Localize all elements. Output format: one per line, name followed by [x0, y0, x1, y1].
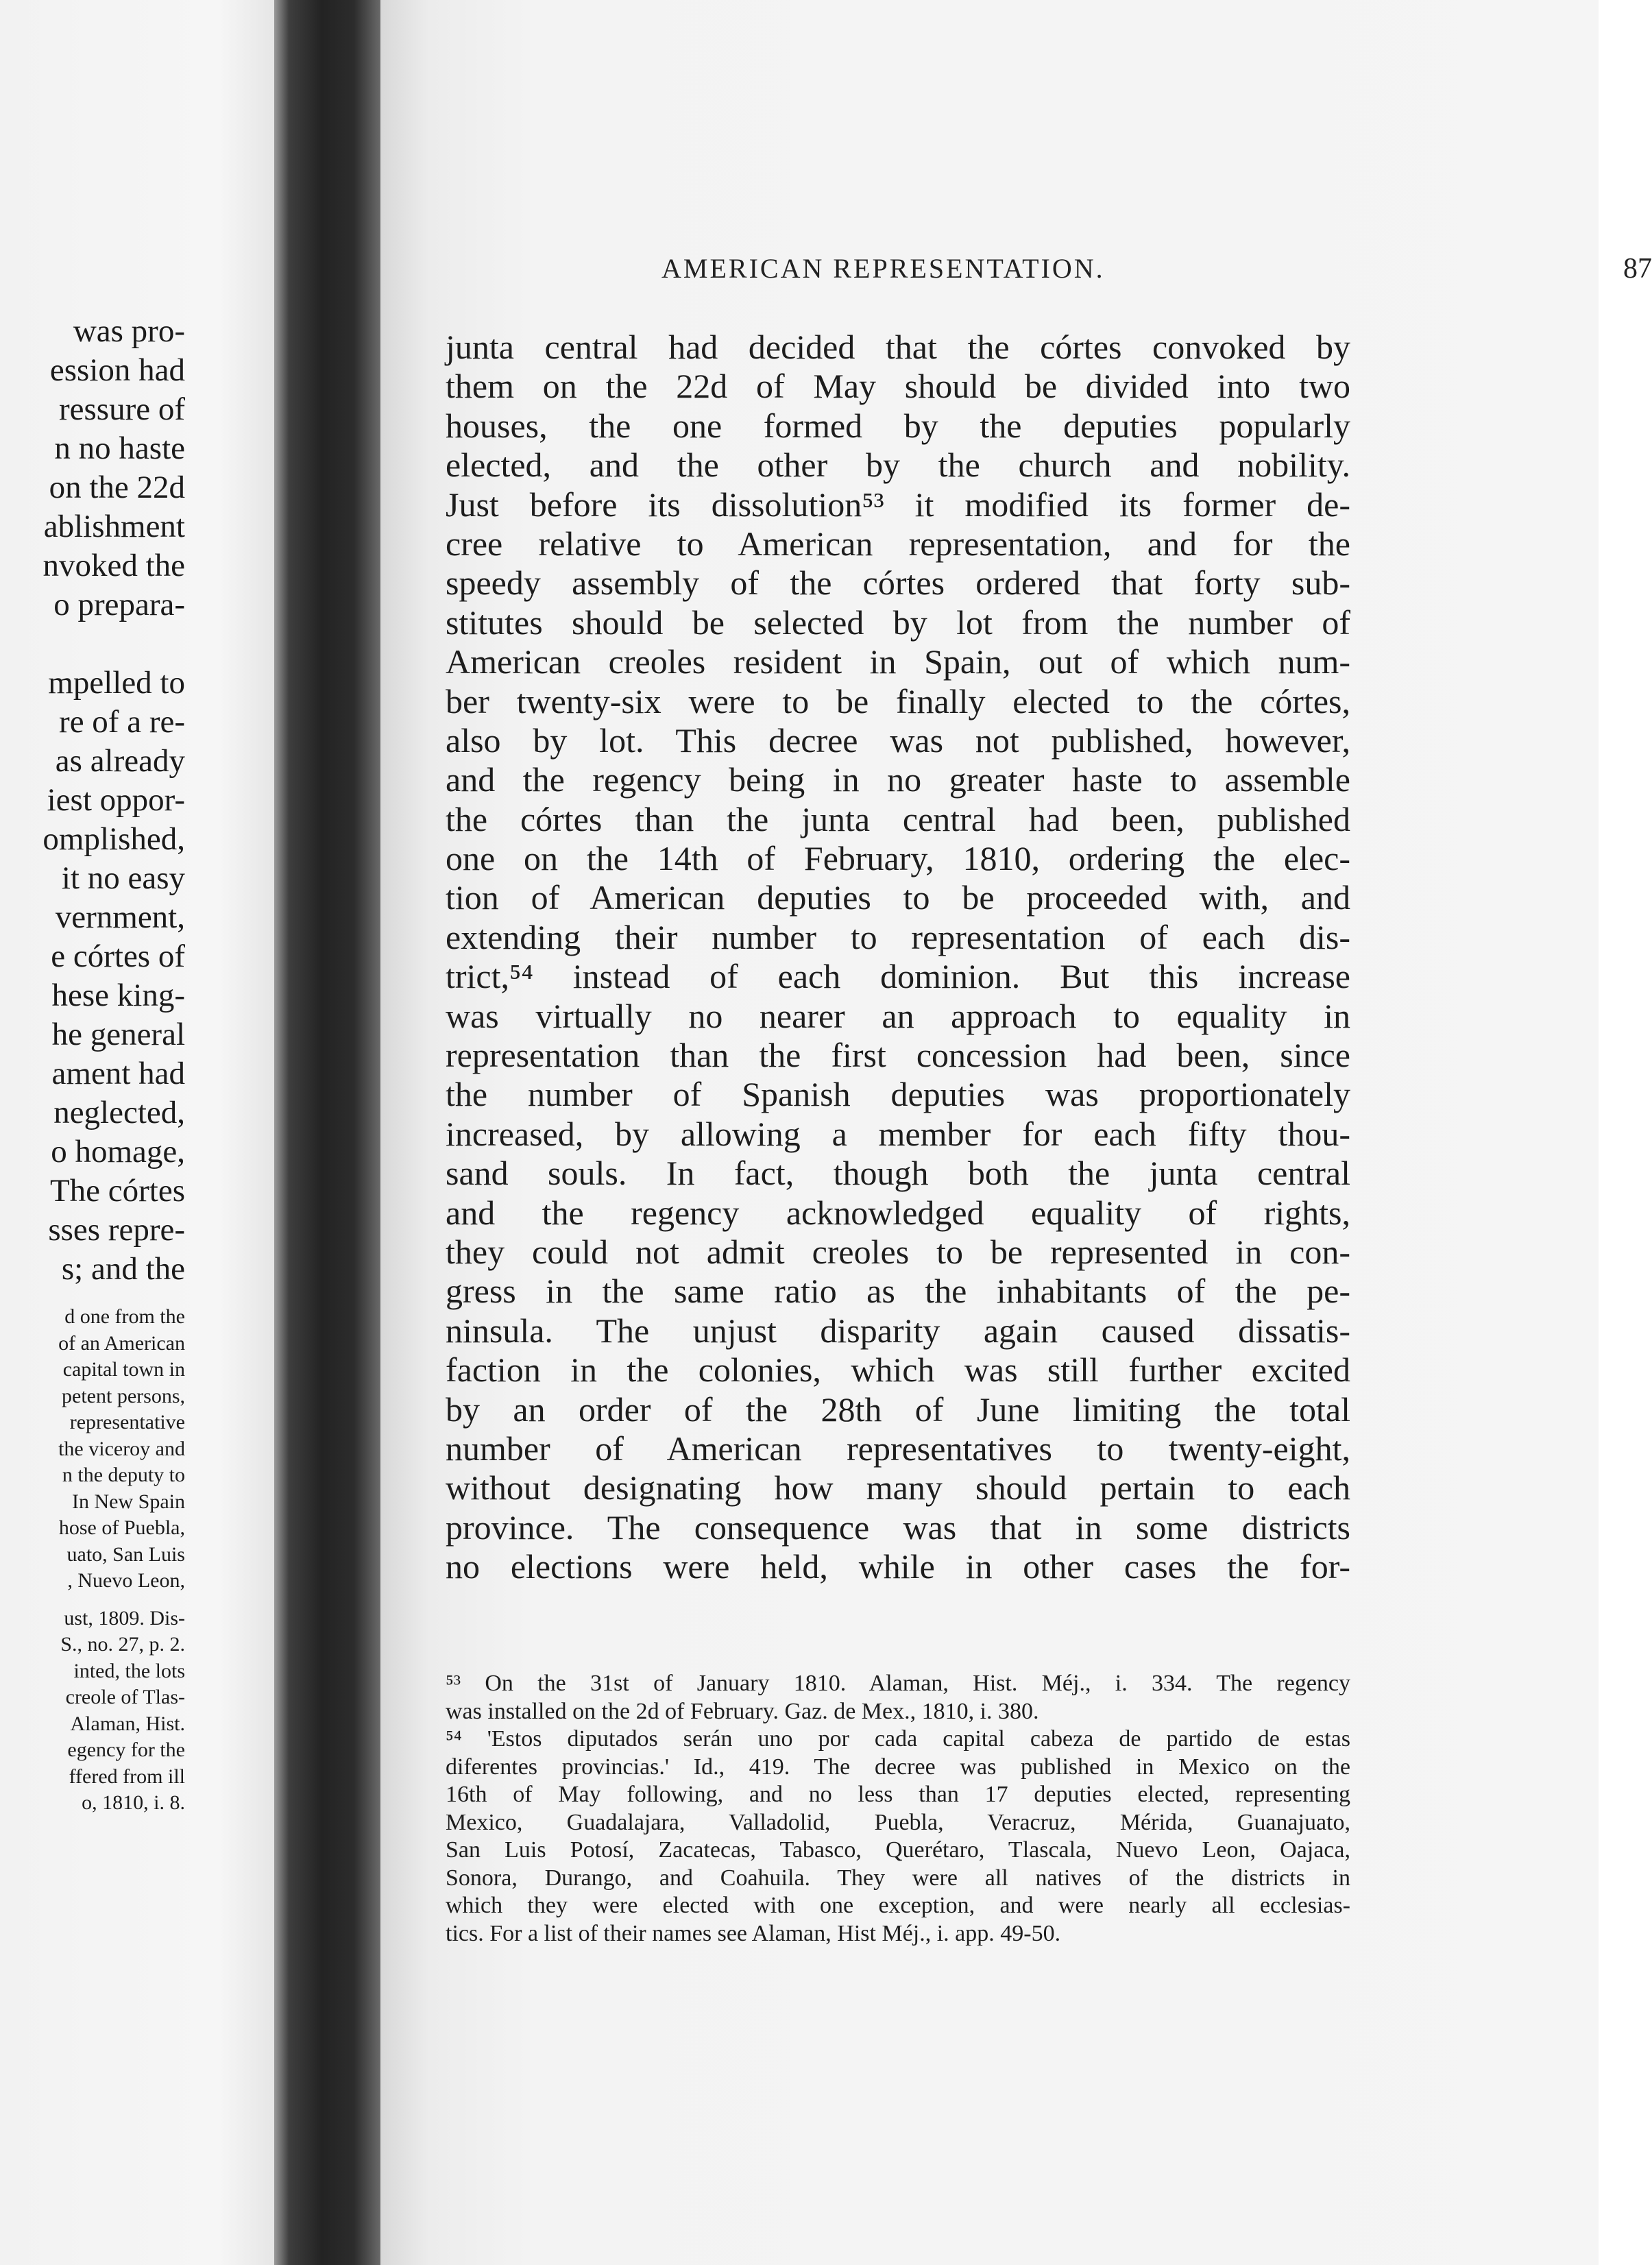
left-page-line: iest oppor-	[47, 782, 185, 818]
body-text-line: ber twenty-six were to be finally elected to the córtes,	[446, 681, 1350, 720]
left-page-footnote-line: representative	[69, 1411, 185, 1433]
left-page-footnote-line: inted, the lots	[73, 1659, 185, 1682]
footnote-line: ⁵⁴ 'Estos diputados serán uno por cada capital cabeza de partido de estas	[446, 1726, 1350, 1752]
body-text-line: American creoles resident in Spain, out of which num-	[446, 642, 1350, 681]
left-page-footnote-line: ffered from ill	[69, 1765, 185, 1788]
left-page-line: mpelled to	[48, 665, 185, 701]
left-page-footnote-line: egency for the	[67, 1739, 185, 1761]
body-text-line: was virtually no nearer an approach to equality in	[446, 996, 1350, 1035]
left-page-line: e córtes of	[51, 938, 185, 974]
body-text-line: cree relative to American representation, and for the	[446, 524, 1350, 563]
footnote-line: which they were elected with one exception, and were nearly all ecclesias-	[446, 1893, 1350, 1918]
left-page-line: nvoked the	[42, 548, 185, 583]
left-page-footnotes	[0, 1304, 185, 1817]
left-page-line	[0, 625, 185, 664]
footnote-line: tics. For a list of their names see Alaman, Hist Méj., i. app. 49-50.	[446, 1920, 1061, 1946]
footnote-line: was installed on the 2d of February. Gaz. de Mex., 1810, i. 380.	[446, 1698, 1039, 1724]
body-text-line: by an order of the 28th of June limiting the total	[446, 1390, 1350, 1429]
body-text-line: the number of Spanish deputies was proportionately	[446, 1075, 1350, 1114]
body-text-line: tion of American deputies to be proceeded with, and	[446, 878, 1350, 917]
left-page-line: re of a re-	[59, 704, 185, 740]
body-text	[446, 328, 1350, 1587]
body-text-line: province. The consequence was that in some districts	[446, 1507, 1350, 1547]
footnote-line: Sonora, Durango, and Coahuila. They were all natives of the districts in	[446, 1865, 1350, 1891]
body-text-line: faction in the colonies, which was still further excited	[446, 1350, 1350, 1390]
left-page-line: The córtes	[49, 1173, 185, 1209]
left-page-line: hese king-	[51, 978, 185, 1013]
left-page-line: as already	[55, 743, 185, 779]
footnote-line: ⁵³ On the 31st of January 1810. Alaman, Hist. Méj., i. 334. The regency	[446, 1671, 1350, 1696]
left-page-line: ession had	[49, 352, 185, 388]
left-page-footnote-line: uato, San Luis	[66, 1542, 185, 1566]
footnote-line: 16th of May following, and no less than 17 deputies elected, representing	[446, 1782, 1350, 1807]
footnote-line: San Luis Potosí, Zacatecas, Tabasco, Querétaro, Tlascala, Nuevo Leon, Oajaca,	[446, 1837, 1350, 1863]
book-gutter	[274, 0, 380, 2265]
left-page-line: omplished,	[42, 821, 185, 857]
footnotes	[446, 1670, 1350, 1948]
left-page-footnote-line: d one from the	[64, 1305, 185, 1328]
body-text-line: without designating how many should pertain to each	[446, 1468, 1350, 1507]
left-page-footnote-line: creole of Tlas-	[65, 1686, 185, 1708]
page-number: 87	[1623, 253, 1652, 284]
body-text-line: one on the 14th of February, 1810, ordering the elec-	[446, 839, 1350, 878]
body-text-line: no elections were held, while in other cases the for-	[446, 1547, 1350, 1586]
body-text-line: they could not admit creoles to be represented in con-	[446, 1232, 1350, 1271]
left-page-line: ament had	[51, 1056, 185, 1091]
left-page-line: sses repre-	[48, 1212, 185, 1248]
left-page-footnote-line: In New Spain	[72, 1490, 185, 1513]
left-page-footnote-line: S., no. 27, p. 2.	[60, 1633, 185, 1656]
left-page-line: vernment,	[55, 899, 185, 935]
body-text-line: speedy assembly of the córtes ordered that forty sub-	[446, 564, 1350, 603]
left-page-text	[0, 312, 185, 1817]
body-text-line: Just before its dissolution⁵³ it modified its former de-	[446, 485, 1350, 524]
left-page	[0, 0, 274, 2265]
left-page-line: on the 22d	[49, 470, 185, 505]
body-text-line: houses, the one formed by the deputies popularly	[446, 406, 1350, 445]
left-page-footnote-line: capital town in	[62, 1358, 185, 1381]
left-page-footnote-line: the viceroy and	[58, 1437, 185, 1460]
running-title: AMERICAN REPRESENTATION.	[661, 253, 1105, 284]
body-text-line: sand souls. In fact, though both the junta central	[446, 1154, 1350, 1193]
body-text-line: extending their number to representation of each dis-	[446, 917, 1350, 956]
body-text-line: the córtes than the junta central had been, published	[446, 799, 1350, 838]
left-page-line: it no easy	[61, 860, 185, 896]
body-text-line: junta central had decided that the córtes convoked by	[446, 328, 1350, 366]
left-page-line: ressure of	[58, 391, 185, 427]
left-page-line: was pro-	[73, 313, 185, 349]
left-page-footnote-line: n the deputy to	[62, 1464, 185, 1486]
left-page-footnote-line: of an American	[58, 1331, 185, 1355]
footnote-line: diferentes provincias.' Id., 419. The decree was published in Mexico on the	[446, 1754, 1350, 1780]
body-text-line: and the regency being in no greater haste to assemble	[446, 760, 1350, 799]
left-page-line: o homage,	[51, 1134, 185, 1170]
left-page-line: n no haste	[54, 431, 185, 466]
left-page-line: neglected,	[53, 1095, 185, 1130]
left-page-footnote-line: ust, 1809. Dis-	[64, 1606, 185, 1630]
left-page-footnote-line: petent persons,	[62, 1384, 185, 1407]
left-page-footnote-line: hose of Puebla,	[58, 1516, 185, 1539]
body-text-line: gress in the same ratio as the inhabitants of the pe-	[446, 1272, 1350, 1311]
left-page-footnote-line: Alaman, Hist.	[70, 1712, 185, 1735]
left-page-footnote-line: , Nuevo Leon,	[67, 1569, 185, 1592]
body-text-line: elected, and the other by the church and nobility.	[446, 446, 1350, 485]
body-text-line: trict,⁵⁴ instead of each dominion. But this increase	[446, 957, 1350, 996]
body-text-line: stitutes should be selected by lot from the number of	[446, 603, 1350, 642]
left-page-line: o prepara-	[53, 587, 185, 622]
left-page-line: ablishment	[43, 509, 185, 544]
body-text-line: number of American representatives to twenty-eight,	[446, 1429, 1350, 1468]
body-text-line: increased, by allowing a member for each fifty thou-	[446, 1114, 1350, 1153]
body-text-line: representation than the first concession had been, since	[446, 1036, 1350, 1075]
left-page-line: s; and the	[61, 1251, 185, 1287]
left-page-footnote-line	[0, 1595, 185, 1606]
left-page-body	[0, 312, 185, 1289]
body-text-line: them on the 22d of May should be divided into two	[446, 367, 1350, 406]
left-page-footnote-line: o, 1810, i. 8.	[82, 1791, 185, 1814]
body-text-line: ninsula. The unjust disparity again caused dissatis-	[446, 1311, 1350, 1350]
body-text-line: also by lot. This decree was not published, however,	[446, 720, 1350, 760]
right-page	[380, 0, 1652, 2265]
left-page-line: he general	[51, 1017, 185, 1052]
body-text-line: and the regency acknowledged equality of rights,	[446, 1193, 1350, 1232]
footnote-line: Mexico, Guadalajara, Valladolid, Puebla, Veracruz, Mérida, Guanajuato,	[446, 1809, 1350, 1835]
